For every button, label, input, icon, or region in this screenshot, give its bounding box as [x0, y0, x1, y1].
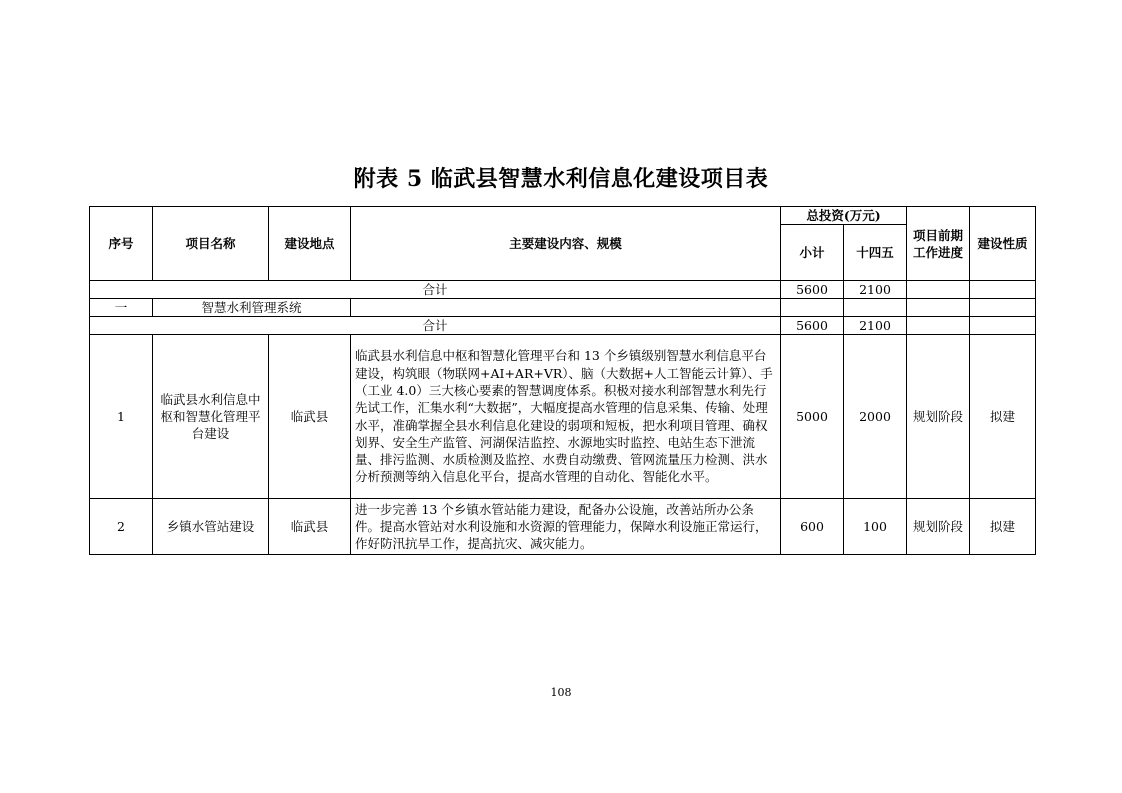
section-progress: [907, 299, 970, 317]
project-table: [89, 206, 1036, 555]
row-nature: 拟建: [970, 335, 1036, 499]
header-investment: 总投资(万元): [781, 207, 907, 225]
section-fourteenth-five: [844, 299, 907, 317]
page-title: 附表 5 临武县智慧水利信息化建设项目表: [353, 166, 769, 192]
row-progress: 规划阶段: [907, 499, 970, 555]
section-seq: 一: [90, 299, 153, 317]
section-total-fourteenth-five: 2100: [844, 317, 907, 335]
grand-total-label: 合计: [90, 281, 781, 299]
section-nature: [970, 299, 1036, 317]
grand-total-fourteenth-five: 2100: [844, 281, 907, 299]
section-total-subtotal: 5600: [781, 317, 844, 335]
row-name: 临武县水利信息中枢和智慧化管理平台建设: [153, 335, 269, 499]
grand-total-nature: [970, 281, 1036, 299]
row-content: 进一步完善 13 个乡镇水管站能力建设，配备办公设施，改善站所办公条件。提高水管站对水利设施和水资源的管理能力，保障水利设施正常运行，作好防汛抗旱工作，提高抗灾、减灾能力。: [351, 499, 781, 555]
row-nature: 拟建: [970, 499, 1036, 555]
header-seq: 序号: [90, 207, 153, 281]
row-name: 乡镇水管站建设: [153, 499, 269, 555]
row-fourteenth-five: 2000: [844, 335, 907, 499]
page-number: 108: [550, 686, 572, 699]
row-subtotal: 5000: [781, 335, 844, 499]
section-total-label: 合计: [90, 317, 781, 335]
header-subtotal: 小计: [781, 225, 844, 281]
row-progress: 规划阶段: [907, 335, 970, 499]
section-subtotal: [781, 299, 844, 317]
section-total-row: [90, 317, 1036, 335]
section-name: 智慧水利管理系统: [153, 299, 351, 317]
row-seq: 1: [90, 335, 153, 499]
row-seq: 2: [90, 499, 153, 555]
section-total-nature: [970, 317, 1036, 335]
header-fourteenth-five: 十四五: [844, 225, 907, 281]
header-progress: 项目前期工作进度: [907, 207, 970, 281]
row-fourteenth-five: 100: [844, 499, 907, 555]
row-subtotal: 600: [781, 499, 844, 555]
header-nature: 建设性质: [970, 207, 1036, 281]
header-name: 项目名称: [153, 207, 269, 281]
row-location: 临武县: [269, 499, 351, 555]
grand-total-row: [90, 281, 1036, 299]
section-total-progress: [907, 317, 970, 335]
grand-total-progress: [907, 281, 970, 299]
row-content: 临武县水利信息中枢和智慧化管理平台和 13 个乡镇级别智慧水利信息平台建设，构筑眼（物联网+AI+AR+VR）、脑（大数据+人工智能云计算）、手（工业 4.0）三大核心要素的智慧调度体系。积极对接水利部智慧水利先行先试工作，汇集水利“大数据”，大幅度提高水管理的信息采集、传输、处理水平，准确掌握全县水利信息化建设的弱项和短板，把水利项目管理、确权划界、安全生产监管、河湖保洁监控、水源地实时监控、电站生态下泄流量、排污监测、水质检测及监控、水费自动缴费、管网流量压力检测、洪水分析预测等纳入信息化平台，提高水管理的自动化、智能化水平。: [351, 335, 781, 499]
header-location: 建设地点: [269, 207, 351, 281]
header-content: 主要建设内容、规模: [351, 207, 781, 281]
table-row: [90, 499, 1036, 555]
row-location: 临武县: [269, 335, 351, 499]
section-content: [351, 299, 781, 317]
header-row-top: [90, 207, 1036, 225]
section-row: [90, 299, 1036, 317]
grand-total-subtotal: 5600: [781, 281, 844, 299]
table-row: [90, 335, 1036, 499]
